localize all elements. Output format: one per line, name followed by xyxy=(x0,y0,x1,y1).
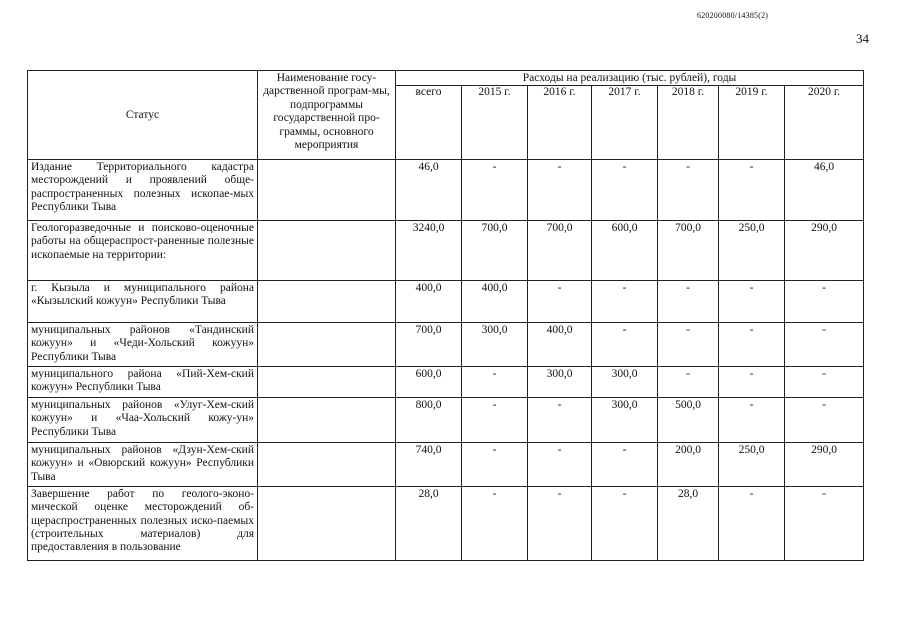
program-cell xyxy=(258,398,396,443)
value-cell: - xyxy=(719,160,785,221)
value-cell: 740,0 xyxy=(396,443,462,487)
status-cell: Геологоразведочные и поисково-оценочные работы на общераспрост-раненные полезные ископаемые на территории: xyxy=(28,221,258,281)
value-cell: 700,0 xyxy=(396,323,462,367)
value-cell: - xyxy=(592,323,658,367)
value-cell: 28,0 xyxy=(396,487,462,561)
value-cell: - xyxy=(658,160,719,221)
column-header-2016: 2016 г. xyxy=(528,86,592,160)
expenses-table xyxy=(27,70,864,561)
table-row xyxy=(28,160,864,221)
program-cell xyxy=(258,487,396,561)
value-cell: - xyxy=(785,367,864,398)
value-cell: - xyxy=(719,398,785,443)
status-column-header: Статус xyxy=(28,71,258,160)
column-header-2019: 2019 г. xyxy=(719,86,785,160)
table-row xyxy=(28,281,864,323)
value-cell: 700,0 xyxy=(528,221,592,281)
value-cell: 600,0 xyxy=(396,367,462,398)
value-cell: - xyxy=(785,398,864,443)
value-cell: 800,0 xyxy=(396,398,462,443)
value-cell: - xyxy=(528,443,592,487)
program-cell xyxy=(258,221,396,281)
table-row xyxy=(28,323,864,367)
value-cell: - xyxy=(785,323,864,367)
value-cell: - xyxy=(719,323,785,367)
status-cell: муниципальных районов «Тандинский кожуун» и «Чеди-Хольский кожуун» Республики Тыва xyxy=(28,323,258,367)
column-header-2020: 2020 г. xyxy=(785,86,864,160)
value-cell: - xyxy=(592,281,658,323)
value-cell: - xyxy=(462,160,528,221)
program-cell xyxy=(258,323,396,367)
program-cell xyxy=(258,160,396,221)
value-cell: 300,0 xyxy=(462,323,528,367)
status-cell: муниципальных районов «Улуг-Хем-ский кожуун» и «Чаа-Хольский кожу-ун» Республики Тыва xyxy=(28,398,258,443)
value-cell: 290,0 xyxy=(785,443,864,487)
status-cell: муниципальных районов «Дзун-Хем-ский кожуун» и «Овюрский кожуун» Республики Тыва xyxy=(28,443,258,487)
value-cell: - xyxy=(658,323,719,367)
value-cell: 400,0 xyxy=(396,281,462,323)
value-cell: - xyxy=(528,398,592,443)
table-row xyxy=(28,221,864,281)
value-cell: - xyxy=(462,367,528,398)
table-row xyxy=(28,443,864,487)
program-cell xyxy=(258,281,396,323)
value-cell: - xyxy=(462,398,528,443)
value-cell: 28,0 xyxy=(658,487,719,561)
value-cell: - xyxy=(592,487,658,561)
value-cell: 200,0 xyxy=(658,443,719,487)
value-cell: - xyxy=(528,281,592,323)
value-cell: 46,0 xyxy=(396,160,462,221)
table-body xyxy=(28,160,864,561)
value-cell: 400,0 xyxy=(462,281,528,323)
expenses-column-header: Расходы на реализацию (тыс. рублей), годы xyxy=(396,71,864,86)
column-header-total: всего xyxy=(396,86,462,160)
column-header-2018: 2018 г. xyxy=(658,86,719,160)
value-cell: - xyxy=(462,487,528,561)
value-cell: 500,0 xyxy=(658,398,719,443)
value-cell: 290,0 xyxy=(785,221,864,281)
document-number: 620200080/14385(2) xyxy=(697,11,769,20)
table-header xyxy=(28,71,864,160)
status-cell: Завершение работ по геолого-эконо-мической оценке месторождений об-щераспространенных полезных иско-паемых (строительных материалов) для предоставления в пользование xyxy=(28,487,258,561)
value-cell: 46,0 xyxy=(785,160,864,221)
value-cell: 700,0 xyxy=(462,221,528,281)
status-cell: муниципального района «Пий-Хем-ский кожуун» Республики Тыва xyxy=(28,367,258,398)
value-cell: - xyxy=(658,367,719,398)
column-header-2017: 2017 г. xyxy=(592,86,658,160)
value-cell: 250,0 xyxy=(719,443,785,487)
value-cell: - xyxy=(658,281,719,323)
table-row xyxy=(28,398,864,443)
table-row xyxy=(28,487,864,561)
status-cell: г. Кызыла и муниципального района «Кызылский кожуун» Республики Тыва xyxy=(28,281,258,323)
value-cell: - xyxy=(462,443,528,487)
program-cell xyxy=(258,367,396,398)
value-cell: 400,0 xyxy=(528,323,592,367)
value-cell: - xyxy=(592,443,658,487)
value-cell: 300,0 xyxy=(592,398,658,443)
program-column-header: Наименование госу-дарственной програм-мы, подпрограммы государственной про-граммы, основного мероприятия xyxy=(258,71,396,160)
program-cell xyxy=(258,443,396,487)
value-cell: - xyxy=(719,367,785,398)
value-cell: 600,0 xyxy=(592,221,658,281)
value-cell: 300,0 xyxy=(592,367,658,398)
status-cell: Издание Территориального кадастра месторождений и проявлений обще-распространенных полезных ископае-мых Республики Тыва xyxy=(28,160,258,221)
value-cell: - xyxy=(719,487,785,561)
value-cell: 250,0 xyxy=(719,221,785,281)
value-cell: 700,0 xyxy=(658,221,719,281)
value-cell: - xyxy=(785,487,864,561)
value-cell: - xyxy=(592,160,658,221)
value-cell: 3240,0 xyxy=(396,221,462,281)
value-cell: - xyxy=(528,160,592,221)
value-cell: 300,0 xyxy=(528,367,592,398)
value-cell: - xyxy=(528,487,592,561)
page-number: 34 xyxy=(856,31,869,46)
value-cell: - xyxy=(785,281,864,323)
value-cell: - xyxy=(719,281,785,323)
column-header-2015: 2015 г. xyxy=(462,86,528,160)
table-row xyxy=(28,367,864,398)
